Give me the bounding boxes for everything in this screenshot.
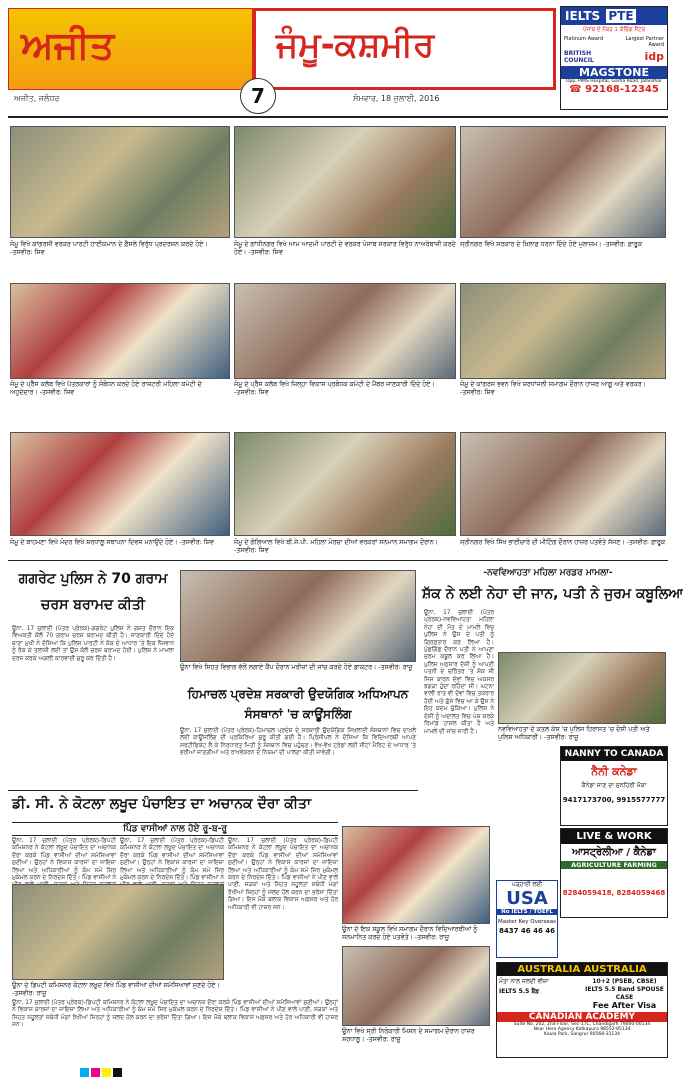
masthead-brand: ਅਜੀਤ bbox=[21, 23, 115, 67]
nanny-canada-ad[interactable] bbox=[560, 746, 668, 826]
photo-bjp-mahila bbox=[234, 432, 456, 536]
caption-row2-1: ਜੰਮੂ ਦੇ ਪ੍ਰੈੱਸ ਕਲੱਬ ਵਿਖੇ ਪੱਤਰਕਾਰਾਂ ਨੂੰ ਸੰਬੋਧਨ ਕਰਦੇ ਹੋਏ ਰਾਸ਼ਟਰੀ ਮਹਿਲਾ ਕਮੇਟੀ ਦੇ ਅਹੁਦੇਦਾਰ। -ਤਸਵੀਰ: ਸ਼ਿਵ bbox=[10, 381, 202, 396]
australia-right-1: 10+2 (PSEB, CBSE) bbox=[592, 978, 657, 985]
live-work-title: LIVE & WORK bbox=[561, 829, 667, 844]
photo-sikh-meeting bbox=[460, 432, 666, 536]
nanny-line1: ਨੈਨੀ ਕਨੇਡਾ bbox=[591, 765, 637, 778]
photo-police-custody bbox=[498, 652, 666, 724]
caption-row3-1: ਜੰਮੂ ਦੇ ਬਾਹਮਣਾ ਵਿਖੇ ਮੰਦਰ ਵਿਖੇ ਸ਼ਰਧਾਲੂ ਸਥਾਪਨਾ ਦਿਵਸ ਮਨਾਉਂਦੇ ਹੋਏ। -ਤਸਵੀਰ: ਸ਼ਿਵ bbox=[10, 539, 214, 546]
australia-addr2: Near Hero Agency Kotkapura 98552-85134 bbox=[533, 1027, 631, 1032]
section-rule bbox=[8, 560, 668, 561]
ielts-award-2: Largest Partner Award bbox=[625, 36, 664, 48]
charas-headline: ਗਗਰੇਟ ਪੁਲਿਸ ਨੇ 70 ਗਰਾਮ ਚਰਸ ਬਰਾਮਦ ਕੀਤੀ bbox=[18, 571, 168, 613]
australia-brand: CANADIAN ACADEMY bbox=[497, 1012, 667, 1022]
ielts-tagline: ਪੰਜਾਬ ਦੇ ਨੰਬਰ 1 ਕੋਚਿੰਗ ਸੈਂਟਰ bbox=[583, 27, 645, 33]
edition-date: ਸੋਮਵਾਰ, 18 ਜੁਲਾਈ, 2016 bbox=[353, 94, 440, 103]
photo-press-club-committee bbox=[234, 283, 456, 379]
phone-icon: ☎ bbox=[569, 84, 586, 95]
caption-dc-photo: ਊਨਾ ਦੇ ਡਿਪਟੀ ਕਮਿਸ਼ਨਰ ਕੋਟਲਾ ਲਖੂਦ ਵਿਖੇ ਪਿੰਡ ਵਾਸੀਆਂ ਦੀਆਂ ਸਮੱਸਿਆਵਾਂ ਸੁਣਦੇ ਹੋਏ। -ਤਸਵੀਰ: ਰਾਜੂ bbox=[12, 982, 220, 997]
caption-nirankari-photo: ਊਨਾ ਵਿਖੇ ਸ੍ਰੀ ਨਿਰੰਕਾਰੀ ਮਿਸ਼ਨ ਦੇ ਸਮਾਗਮ ਦੌਰਾਨ ਹਾਜ਼ਰ ਸ਼ਰਧਾਲੂ। -ਤਸਵੀਰ: ਰਾਜੂ bbox=[342, 1028, 475, 1043]
dc-headline: ਡੀ. ਸੀ. ਨੇ ਕੋਟਲਾ ਲਖੂਦ ਪੰਚਾਇਤ ਦਾ ਅਚਾਨਕ ਦੌਰਾ ਕੀਤਾ bbox=[12, 796, 312, 812]
ielts-phone-number: 92168-12345 bbox=[585, 84, 659, 95]
photo-school-event bbox=[342, 826, 490, 924]
dc-rule bbox=[8, 790, 418, 791]
ielts-header bbox=[561, 7, 667, 25]
australia-right-3: Fee After Visa bbox=[592, 1001, 657, 1010]
page-number-circle bbox=[240, 78, 276, 114]
neha-kicker: -ਨਵਵਿਆਹਤਾ ਮਹਿਲਾ ਮਰਡਰ ਮਾਮਲਾ- bbox=[483, 568, 613, 578]
ielts-award-1: Platinum Award bbox=[564, 36, 604, 42]
caption-row2-3: ਜੰਮੂ ਦੇ ਕਾਂਗਰਸ ਭਵਨ ਵਿਖੇ ਸ਼ਰਧਾਂਜਲੀ ਸਮਾਗਮ ਦੌਰਾਨ ਹਾਜ਼ਰ ਆਗੂ ਅਤੇ ਵਰਕਰ। -ਤਸਵੀਰ: ਸ਼ਿਵ bbox=[460, 381, 646, 396]
australia-ad[interactable] bbox=[496, 962, 668, 1058]
photo-press-club-women bbox=[10, 283, 230, 379]
ielts-title: IELTS bbox=[565, 9, 601, 23]
ielts-partner-2: idp bbox=[644, 50, 664, 63]
himachal-body: ਊਨਾ, 17 ਜੁਲਾਈ (ਪੱਤਰ ਪ੍ਰੇਰਕ)-ਹਿਮਾਚਲ ਪ੍ਰਦੇਸ਼ ਦੇ ਸਰਕਾਰੀ ਉਦਯੋਗਿਕ ਸਿਖਲਾਈ ਸੰਸਥਾਨਾਂ ਵਿਚ ਦਾਖ਼ਲੇ ਲਈ ਕਾਊਂਸਲਿੰਗ ਦੀ ਪ੍ਰਕਿਰਿਆ ਸ਼ੁਰੂ ਕੀਤੀ ਗਈ ਹੈ। ਪ੍ਰਿੰਸੀਪਲ ਨੇ ਦੱਸਿਆ ਕਿ ਵਿਦਿਆਰਥੀ ਆਪਣੇ ਸਰਟੀਫਿਕੇਟ ਲੈ ਕੇ ਨਿਰਧਾਰਤ ਮਿਤੀ ਨੂੰ ਸੰਸਥਾਨ ਵਿਚ ਪਹੁੰਚਣ। ਵੱਖ-ਵੱਖ ਟ੍ਰੇਡਾਂ ਲਈ ਸੀਟਾਂ ਮੈਰਿਟ ਦੇ ਆਧਾਰ 'ਤੇ ਭਰੀਆਂ ਜਾਣਗੀਆਂ ਅਤੇ ਰਾਖਵੇਂਕਰਨ ਦੇ ਨਿਯਮਾਂ ਦੀ ਪਾਲਣਾ ਕੀਤੀ ਜਾਵੇਗੀ। bbox=[180, 728, 416, 757]
australia-left bbox=[497, 976, 582, 1012]
dc-body-col3: ਊਨਾ, 17 ਜੁਲਾਈ (ਪੱਤਰ ਪ੍ਰੇਰਕ)-ਡਿਪਟੀ ਕਮਿਸ਼ਨਰ ਨੇ ਕੋਟਲਾ ਲਖੂਦ ਪੰਚਾਇਤ ਦਾ ਅਚਾਨਕ ਦੌਰਾ ਕਰਕੇ ਪਿੰਡ ਵਾਸੀਆਂ ਦੀਆਂ ਸਮੱਸਿਆਵਾਂ ਸੁਣੀਆਂ। ਉਨ੍ਹਾਂ ਨੇ ਵਿਕਾਸ ਕਾਰਜਾਂ ਦਾ ਜਾਇਜ਼ਾ ਲਿਆ ਅਤੇ ਅਧਿਕਾਰੀਆਂ ਨੂੰ ਕੰਮ ਸਮੇਂ ਸਿਰ ਮੁਕੰਮਲ ਕਰਨ ਦੇ ਨਿਰਦੇਸ਼ ਦਿੱਤੇ। ਪਿੰਡ ਵਾਸੀਆਂ ਨੇ ਪੀਣ ਵਾਲੇ ਪਾਣੀ, ਸੜਕਾਂ ਅਤੇ ਸਿਹਤ ਸਹੂਲਤਾਂ ਸਬੰਧੀ ਮੰਗਾਂ ਰੱਖੀਆਂ ਜਿਨ੍ਹਾਂ ਨੂੰ ਜਲਦ ਹੱਲ ਕਰਨ ਦਾ ਭਰੋਸਾ ਦਿੱਤਾ ਗਿਆ। ਇਸ ਮੌਕੇ ਬਲਾਕ ਵਿਕਾਸ ਅਫ਼ਸਰ ਅਤੇ ਹੋਰ ਅਧਿਕਾਰੀ ਵੀ ਹਾਜ਼ਰ ਸਨ। bbox=[228, 838, 338, 911]
photo-dc-visit bbox=[12, 884, 224, 980]
australia-right bbox=[582, 976, 667, 1012]
usa-phone: 8437 46 46 46 bbox=[498, 927, 556, 935]
neha-body: ਊਨਾ, 17 ਜੁਲਾਈ (ਪੱਤਰ ਪ੍ਰੇਰਕ)-ਨਵਵਿਆਹਤਾ ਮਹਿਲਾ ਨੇਹਾ ਦੀ ਮੌਤ ਦੇ ਮਾਮਲੇ ਵਿਚ ਪੁਲਿਸ ਨੇ ਉਸ ਦੇ ਪਤੀ ਨੂੰ ਗ੍ਰਿਫ਼ਤਾਰ ਕਰ ਲਿਆ ਹੈ। ਪੁੱਛਗਿੱਛ ਦੌਰਾਨ ਪਤੀ ਨੇ ਆਪਣਾ ਜੁਰਮ ਕਬੂਲ ਕਰ ਲਿਆ ਹੈ। ਪੁਲਿਸ ਅਨੁਸਾਰ ਦੋਸ਼ੀ ਨੂੰ ਆਪਣੀ ਪਤਨੀ ਦੇ ਚਰਿੱਤਰ 'ਤੇ ਸ਼ੱਕ ਸੀ ਜਿਸ ਕਾਰਨ ਦੋਵਾਂ ਵਿਚ ਅਕਸਰ ਝਗੜਾ ਹੁੰਦਾ ਰਹਿੰਦਾ ਸੀ। ਘਟਨਾ ਵਾਲੀ ਰਾਤ ਵੀ ਦੋਵਾਂ ਵਿਚ ਤਕਰਾਰ ਹੋਈ ਅਤੇ ਗੁੱਸੇ ਵਿਚ ਆ ਕੇ ਉਸ ਨੇ ਇਹ ਕਦਮ ਚੁੱਕਿਆ। ਪੁਲਿਸ ਨੇ ਦੋਸ਼ੀ ਨੂੰ ਅਦਾਲਤ ਵਿਚ ਪੇਸ਼ ਕਰਕੇ ਰਿਮਾਂਡ ਹਾਸਲ ਕੀਤਾ ਹੈ ਅਤੇ ਮਾਮਲੇ ਦੀ ਜਾਂਚ ਜਾਰੀ ਹੈ। bbox=[424, 610, 494, 735]
caption-row1-1: ਜੰਮੂ ਵਿਖੇ ਕਾਂਗਰਸੀ ਵਰਕਰ ਪਾਰਟੀ ਹਾਈਕਮਾਨ ਦੇ ਫ਼ੈਸਲੇ ਵਿਰੁੱਧ ਪ੍ਰਦਰਸ਼ਨ ਕਰਦੇ ਹੋਏ। -ਤਸਵੀਰ: ਸ਼ਿਵ bbox=[10, 241, 208, 256]
neha-headline: ਸ਼ੱਕ ਨੇ ਲਈ ਨੇਹਾ ਦੀ ਜਾਨ, ਪਤੀ ਨੇ ਜੁਰਮ ਕਬੂਲਿਆ bbox=[422, 586, 683, 602]
nanny-line2: ਕੈਨੇਡਾ ਜਾਣ ਦਾ ਸੁਨਹਿਰੀ ਮੌਕਾ bbox=[581, 782, 647, 789]
caption-row3-2: ਜੰਮੂ ਦੇ ਗੰਗਿਆਲ ਵਿਖੇ ਬੀ.ਜੇ.ਪੀ. ਮਹਿਲਾ ਮੋਰਚਾ ਦੀਆਂ ਵਰਕਰਾਂ ਸਨਮਾਨ ਸਮਾਗਮ ਦੌਰਾਨ। -ਤਸਵੀਰ: ਸ਼ਿਵ bbox=[234, 539, 438, 554]
usa-pre: ਪੜ੍ਹਾਈ ਲਈ bbox=[511, 881, 543, 888]
caption-hospital: ਊਨਾ ਵਿਖੇ ਸਿਹਤ ਵਿਭਾਗ ਵੱਲੋਂ ਲਗਾਏ ਕੈਂਪ ਦੌਰਾਨ ਮਰੀਜ਼ਾਂ ਦੀ ਜਾਂਚ ਕਰਦੇ ਹੋਏ ਡਾਕਟਰ। -ਤਸਵੀਰ: ਰਾਜੂ bbox=[180, 664, 413, 671]
photo-aap-protest bbox=[234, 126, 456, 238]
photo-hospital bbox=[180, 570, 416, 662]
ielts-partners bbox=[561, 50, 667, 64]
dc-body-col2: ਊਨਾ, 17 ਜੁਲਾਈ (ਪੱਤਰ ਪ੍ਰੇਰਕ)-ਡਿਪਟੀ ਕਮਿਸ਼ਨਰ ਨੇ ਕੋਟਲਾ ਲਖੂਦ ਪੰਚਾਇਤ ਦਾ ਅਚਾਨਕ ਦੌਰਾ ਕਰਕੇ ਪਿੰਡ ਵਾਸੀਆਂ ਦੀਆਂ ਸਮੱਸਿਆਵਾਂ ਸੁਣੀਆਂ। ਉਨ੍ਹਾਂ ਨੇ ਵਿਕਾਸ ਕਾਰਜਾਂ ਦਾ ਜਾਇਜ਼ਾ ਲਿਆ ਅਤੇ ਅਧਿਕਾਰੀਆਂ ਨੂੰ ਕੰਮ ਸਮੇਂ ਸਿਰ ਮੁਕੰਮਲ ਕਰਨ ਦੇ ਨਿਰਦੇਸ਼ ਦਿੱਤੇ। ਪਿੰਡ ਵਾਸੀਆਂ ਨੇ bbox=[120, 838, 224, 882]
ielts-partner-1: BRITISH COUNCIL bbox=[564, 50, 594, 64]
masthead-section-panel bbox=[253, 8, 556, 90]
live-work-line2: AGRICULTURE FARMING bbox=[561, 861, 667, 869]
live-work-line1: ਆਸਟ੍ਰੇਲੀਆ / ਕੈਨੇਡਾ bbox=[572, 847, 656, 858]
caption-row2-2: ਜੰਮੂ ਦੇ ਪ੍ਰੈੱਸ ਕਲੱਬ ਵਿਖੇ ਜ਼ਿਲ੍ਹਾ ਵਿਕਾਸ ਪ੍ਰਬੰਧਕ ਕਮੇਟੀ ਦੇ ਮੈਂਬਰ ਜਾਣਕਾਰੀ ਦਿੰਦੇ ਹੋਏ। -ਤਸਵੀਰ: ਸ਼ਿਵ bbox=[234, 381, 435, 396]
photo-congress-protest bbox=[10, 126, 230, 238]
masthead-rule bbox=[8, 116, 668, 118]
nanny-phone: 9417173700, 9915577777 bbox=[562, 796, 666, 804]
australia-right-2: IELTS 5.5 Band SPOUSE CASE bbox=[585, 986, 664, 1001]
photo-congress-bhawan bbox=[460, 283, 666, 379]
usa-title: USA bbox=[506, 888, 548, 909]
photo-nirankari bbox=[342, 946, 490, 1026]
australia-title: AUSTRALIA AUSTRALIA bbox=[497, 963, 667, 976]
dc-body-bottom: ਊਨਾ, 17 ਜੁਲਾਈ (ਪੱਤਰ ਪ੍ਰੇਰਕ)-ਡਿਪਟੀ ਕਮਿਸ਼ਨਰ ਨੇ ਕੋਟਲਾ ਲਖੂਦ ਪੰਚਾਇਤ ਦਾ ਅਚਾਨਕ ਦੌਰਾ ਕਰਕੇ ਪਿੰਡ ਵਾਸੀਆਂ ਦੀਆਂ ਸਮੱਸਿਆਵਾਂ ਸੁਣੀਆਂ। ਉਨ੍ਹਾਂ ਨੇ ਵਿਕਾਸ ਕਾਰਜਾਂ ਦਾ ਜਾਇਜ਼ਾ ਲਿਆ ਅਤੇ ਅਧਿਕਾਰੀਆਂ ਨੂੰ ਕੰਮ ਸਮੇਂ ਸਿਰ ਮੁਕੰਮਲ ਕਰਨ ਦੇ ਨਿਰਦੇਸ਼ ਦਿੱਤੇ। ਪਿੰਡ ਵਾਸੀਆਂ ਨੇ ਪੀਣ ਵਾਲੇ ਪਾਣੀ, ਸੜਕਾਂ ਅਤੇ ਸਿਹਤ ਸਹੂਲਤਾਂ ਸਬੰਧੀ ਮੰਗਾਂ ਰੱਖੀਆਂ ਜਿਨ੍ਹਾਂ ਨੂੰ ਜਲਦ ਹੱਲ ਕਰਨ ਦਾ ਭਰੋਸਾ ਦਿੱਤਾ ਗਿਆ। ਇਸ ਮੌਕੇ ਬਲਾਕ ਵਿਕਾਸ ਅਫ਼ਸਰ ਅਤੇ ਹੋਰ ਅਧਿਕਾਰੀ ਵੀ ਹਾਜ਼ਰ ਸਨ। bbox=[12, 1000, 338, 1029]
caption-row1-2: ਜੰਮੂ ਦੇ ਗਾਂਧੀਨਗਰ ਵਿਖੇ ਆਮ ਆਦਮੀ ਪਾਰਟੀ ਦੇ ਵਰਕਰ ਪੰਜਾਬ ਸਰਕਾਰ ਵਿਰੁੱਧ ਨਾਅਰੇਬਾਜ਼ੀ ਕਰਦੇ ਹੋਏ। -ਤਸਵੀਰ: ਸ਼ਿਵ bbox=[234, 241, 456, 256]
page-number: 7 bbox=[251, 84, 265, 108]
australia-left-2: IELTS 5.5 ਬੈਂਡ bbox=[499, 988, 540, 995]
nanny-title: NANNY TO CANADA bbox=[561, 747, 667, 761]
australia-columns bbox=[497, 976, 667, 1012]
pte-badge: PTE bbox=[608, 9, 634, 23]
caption-row1-3: ਸ੍ਰੀਨਗਰ ਵਿਖੇ ਸਰਕਾਰ ਦੇ ਖ਼ਿਲਾਫ਼ ਧਰਨਾ ਦਿੰਦੇ ਹੋਏ ਮੁਲਾਜ਼ਮ। -ਤਸਵੀਰ: ਫ਼ਾਰੂਕ bbox=[460, 241, 642, 248]
himachal-headline: ਹਿਮਾਚਲ ਪ੍ਰਦੇਸ਼ ਸਰਕਾਰੀ ਉਦਯੋਗਿਕ ਅਧਿਆਪਨ ਸੰਸਥਾਨਾਂ 'ਚ ਕਾਊਂਸਲਿੰਗ bbox=[187, 687, 409, 721]
caption-school-photo: ਊਨਾ ਦੇ ਇਕ ਸਕੂਲ ਵਿਖੇ ਸਮਾਗਮ ਦੌਰਾਨ ਵਿਦਿਆਰਥੀਆਂ ਨੂੰ ਸਨਮਾਨਿਤ ਕਰਦੇ ਹੋਏ ਪਤਵੰਤੇ। -ਤਸਵੀਰ: ਰਾਜੂ bbox=[342, 926, 478, 941]
ielts-brand: MAGSTONE bbox=[561, 66, 667, 79]
print-registration-bar bbox=[80, 1062, 124, 1081]
charas-body: ਊਨਾ, 17 ਜੁਲਾਈ (ਪੱਤਰ ਪ੍ਰੇਰਕ)-ਗਗਰੇਟ ਪੁਲਿਸ ਨੇ ਗਸ਼ਤ ਦੌਰਾਨ ਇਕ ਵਿਅਕਤੀ ਕੋਲੋਂ 70 ਗਰਾਮ ਚਰਸ ਬਰਾਮਦ ਕੀਤੀ ਹੈ। ਜਾਣਕਾਰੀ ਦਿੰਦੇ ਹੋਏ ਥਾਣਾ ਮੁਖੀ ਨੇ ਦੱਸਿਆ ਕਿ ਪੁਲਿਸ ਪਾਰਟੀ ਨੇ ਸ਼ੱਕ ਦੇ ਆਧਾਰ 'ਤੇ ਇਕ ਨੌਜਵਾਨ ਨੂੰ ਰੋਕ ਕੇ ਤਲਾਸ਼ੀ ਲਈ ਤਾਂ ਉਸ ਕੋਲੋਂ ਚਰਸ ਬਰਾਮਦ ਹੋਈ। ਪੁਲਿਸ ਨੇ ਮਾਮਲਾ ਦਰਜ ਕਰਕੇ ਅਗਲੀ ਕਾਰਵਾਈ ਸ਼ੁਰੂ ਕਰ ਦਿੱਤੀ ਹੈ। bbox=[12, 626, 174, 662]
ielts-awards bbox=[561, 34, 667, 50]
photo-srinagar-dharna bbox=[460, 126, 666, 238]
australia-addr3: Kaula Park, Sangrur 90568-31134 bbox=[543, 1032, 621, 1037]
ielts-top-ad[interactable] bbox=[560, 6, 668, 110]
australia-left-1: ਮੰਤਾ ਨਾਲ ਜਲਦੀ ਵੀਜ਼ਾ bbox=[499, 978, 549, 985]
caption-row3-3: ਸ੍ਰੀਨਗਰ ਵਿਖੇ ਸਿੱਖ ਭਾਈਚਾਰੇ ਦੀ ਮੀਟਿੰਗ ਦੌਰਾਨ ਹਾਜ਼ਰ ਪਤਵੰਤੇ ਸੱਜਣ। -ਤਸਵੀਰ: ਫ਼ਾਰੂਕ bbox=[460, 539, 666, 546]
masthead-brand-panel bbox=[8, 8, 253, 90]
live-work-phone: 8284059418, 8284059468 bbox=[562, 889, 666, 897]
dc-subhead: ਪਿੰਡ ਵਾਸੀਆਂ ਨਾਲ ਹੋਏ ਰੂ-ਬ-ਰੂ bbox=[12, 822, 338, 836]
usa-sub: No IELTS / TOEFL bbox=[497, 909, 557, 915]
photo-temple-gathering bbox=[10, 432, 230, 536]
live-work-ad[interactable] bbox=[560, 828, 668, 918]
caption-neha-photo: ਨਵਵਿਆਹਤਾ ਦੇ ਕਤਲ ਕੇਸ 'ਚ ਪੁਲਿਸ ਹਿਰਾਸਤ 'ਚ ਦੋਸ਼ੀ ਪਤੀ ਅਤੇ ਪੁਲਿਸ ਅਧਿਕਾਰੀ। -ਤਸਵੀਰ: ਰਾਜੂ bbox=[498, 726, 650, 741]
ielts-phone bbox=[561, 84, 667, 95]
masthead-section-title: ਜੰਮੂ-ਕਸ਼ਮੀਰ bbox=[276, 25, 435, 65]
edition-label: ਅਜੀਤ, ਜਲੰਧਰ bbox=[14, 94, 60, 103]
usa-study-ad[interactable] bbox=[496, 880, 558, 958]
masthead bbox=[8, 8, 556, 108]
dc-body-col1: ਊਨਾ, 17 ਜੁਲਾਈ (ਪੱਤਰ ਪ੍ਰੇਰਕ)-ਡਿਪਟੀ ਕਮਿਸ਼ਨਰ ਨੇ ਕੋਟਲਾ ਲਖੂਦ ਪੰਚਾਇਤ ਦਾ ਅਚਾਨਕ ਦੌਰਾ ਕਰਕੇ ਪਿੰਡ ਵਾਸੀਆਂ ਦੀਆਂ ਸਮੱਸਿਆਵਾਂ ਸੁਣੀਆਂ। ਉਨ੍ਹਾਂ ਨੇ ਵਿਕਾਸ ਕਾਰਜਾਂ ਦਾ ਜਾਇਜ਼ਾ ਲਿਆ ਅਤੇ ਅਧਿਕਾਰੀਆਂ ਨੂੰ ਕੰਮ ਸਮੇਂ ਸਿਰ ਮੁਕੰਮਲ ਕਰਨ ਦੇ ਨਿਰਦੇਸ਼ ਦਿੱਤੇ। ਪਿੰਡ ਵਾਸੀਆਂ ਨੇ bbox=[12, 838, 116, 882]
ielts-address: Opp. PIMS Hospital, Garha Road, Jalandhar bbox=[565, 79, 663, 84]
usa-brand: Master Key Overseas bbox=[498, 919, 556, 925]
australia-addr1: Suite No. 202, 2nd Floor, Sec-17C, Chandigarh 79000-00134 bbox=[513, 1022, 651, 1027]
